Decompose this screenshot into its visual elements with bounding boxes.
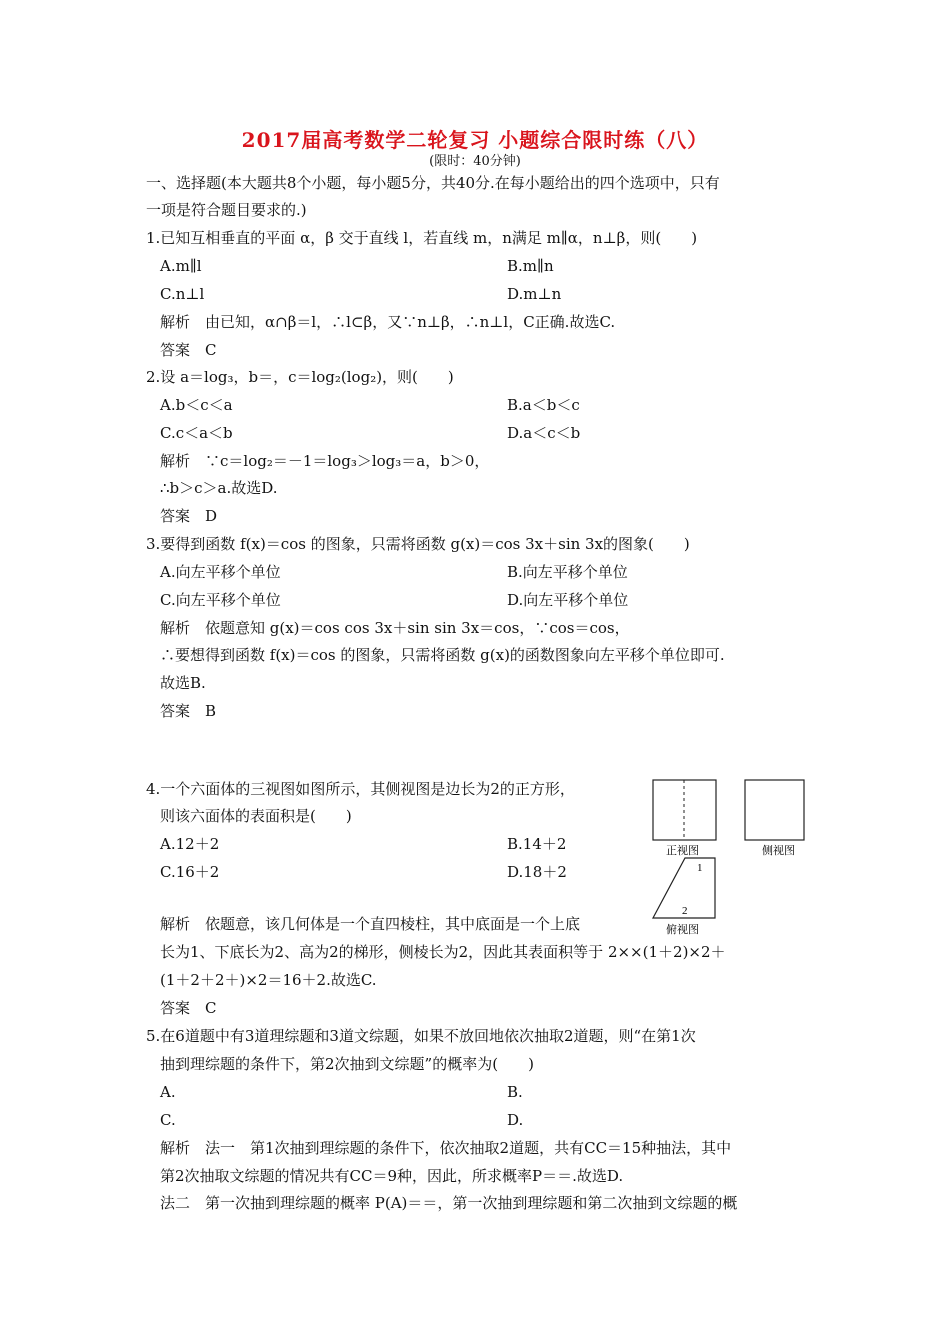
q4-option-a: A.12＋2 bbox=[160, 835, 220, 853]
q5-option-c: C. bbox=[160, 1111, 176, 1129]
q4-option-c: C.16＋2 bbox=[160, 863, 220, 881]
q4-option-d: D.18＋2 bbox=[507, 863, 567, 881]
q4-analysis-line2: 长为1、下底长为2、高为2的梯形，侧棱长为2，因此其表面积等于 2××(1＋2)×2＋ bbox=[160, 943, 726, 961]
q2-option-d: D.a＜c＜b bbox=[507, 424, 581, 442]
q3-option-d: D.向左平移个单位 bbox=[507, 591, 629, 609]
q2-option-c: C.c＜a＜b bbox=[160, 424, 233, 442]
q5-stem-line2: 抽到理综题的条件下，第2次抽到文综题”的概率为( ) bbox=[160, 1055, 534, 1073]
q4-analysis-line3: (1＋2＋2＋)×2＝16＋2.故选C. bbox=[160, 971, 377, 989]
three-view-figure bbox=[652, 776, 817, 946]
q2-analysis-line1: 解析 ∵c＝log₂＝－1＝log₃＞log₃＝a，b＞0， bbox=[160, 452, 490, 470]
section-instructions-line1: 一、选择题(本大题共8个小题，每小题5分，共40分.在每小题给出的四个选项中，只有 bbox=[146, 174, 720, 192]
q2-stem: 2.设 a＝log₃，b＝，c＝log₂(log₂)，则( ) bbox=[146, 368, 454, 386]
side-view-label: 侧视图 bbox=[762, 845, 795, 857]
side-view-rect bbox=[745, 780, 804, 840]
q4-stem-line1: 4.一个六面体的三视图如图所示，其侧视图是边长为2的正方形， bbox=[146, 780, 575, 798]
q3-option-b: B.向左平移个单位 bbox=[507, 563, 628, 581]
q5-option-d: D. bbox=[507, 1111, 524, 1129]
q3-option-c: C.向左平移个单位 bbox=[160, 591, 281, 609]
q3-stem: 3.要得到函数 f(x)＝cos 的图象，只需将函数 g(x)＝cos 3x＋sin 3x的图象( ) bbox=[146, 535, 690, 553]
q4-stem-line2: 则该六面体的表面积是( ) bbox=[160, 807, 352, 825]
q2-option-a: A.b＜c＜a bbox=[160, 396, 233, 414]
q1-option-d: D.m⊥n bbox=[507, 285, 562, 303]
q5-option-b: B. bbox=[507, 1083, 523, 1101]
q2-analysis-line2: ∴b＞c＞a.故选D. bbox=[160, 479, 278, 497]
front-view-label: 正视图 bbox=[666, 845, 699, 857]
q5-analysis-line2: 第2次抽取文综题的情况共有CC＝9种，因此，所求概率P＝＝.故选D. bbox=[160, 1167, 624, 1185]
top-label-2: 2 bbox=[682, 905, 688, 917]
q2-answer: 答案 D bbox=[160, 507, 218, 525]
q1-answer: 答案 C bbox=[160, 341, 217, 359]
top-label-1: 1 bbox=[697, 862, 703, 874]
q5-analysis-line3: 法二 第一次抽到理综题的概率 P(A)＝＝，第一次抽到理综题和第二次抽到文综题的概 bbox=[160, 1194, 738, 1212]
top-view-label: 俯视图 bbox=[666, 924, 699, 936]
q5-option-a: A. bbox=[160, 1083, 176, 1101]
q1-stem: 1.已知互相垂直的平面 α，β 交于直线 l，若直线 m，n满足 m∥α，n⊥β，则( ) bbox=[146, 229, 698, 247]
q1-analysis: 解析 由已知，α∩β＝l，∴l⊂β，又∵n⊥β，∴n⊥l，C正确.故选C. bbox=[160, 313, 616, 331]
q1-option-b: B.m∥n bbox=[507, 257, 554, 275]
q3-option-a: A.向左平移个单位 bbox=[160, 563, 281, 581]
q5-analysis-line1: 解析 法一 第1次抽到理综题的条件下，依次抽取2道题，共有CC＝15种抽法，其中 bbox=[160, 1139, 732, 1157]
q5-stem-line1: 5.在6道题中有3道理综题和3道文综题，如果不放回地依次抽取2道题，则“在第1次 bbox=[146, 1027, 696, 1045]
page-title: 2017届高考数学二轮复习 小题综合限时练（八） bbox=[241, 128, 709, 152]
q1-option-a: A.m∥l bbox=[160, 257, 202, 275]
time-limit: (限时：40分钟) bbox=[429, 154, 521, 169]
q3-analysis-line1: 解析 依题意知 g(x)＝cos cos 3x＋sin sin 3x＝cos，∵cos＝cos， bbox=[160, 619, 630, 637]
q3-analysis-line3: 故选B. bbox=[160, 674, 206, 692]
q4-option-b: B.14＋2 bbox=[507, 835, 567, 853]
q3-analysis-line2: ∴要想得到函数 f(x)＝cos 的图象，只需将函数 g(x)的函数图象向左平移个单位即可. bbox=[160, 646, 725, 664]
q4-analysis-line1: 解析 依题意，该几何体是一个直四棱柱，其中底面是一个上底 bbox=[160, 915, 581, 933]
q1-option-c: C.n⊥l bbox=[160, 285, 205, 303]
q4-answer: 答案 C bbox=[160, 999, 217, 1017]
q3-answer: 答案 B bbox=[160, 702, 217, 720]
q2-option-b: B.a＜b＜c bbox=[507, 396, 580, 414]
section-instructions-line2: 一项是符合题目要求的.) bbox=[146, 201, 307, 219]
